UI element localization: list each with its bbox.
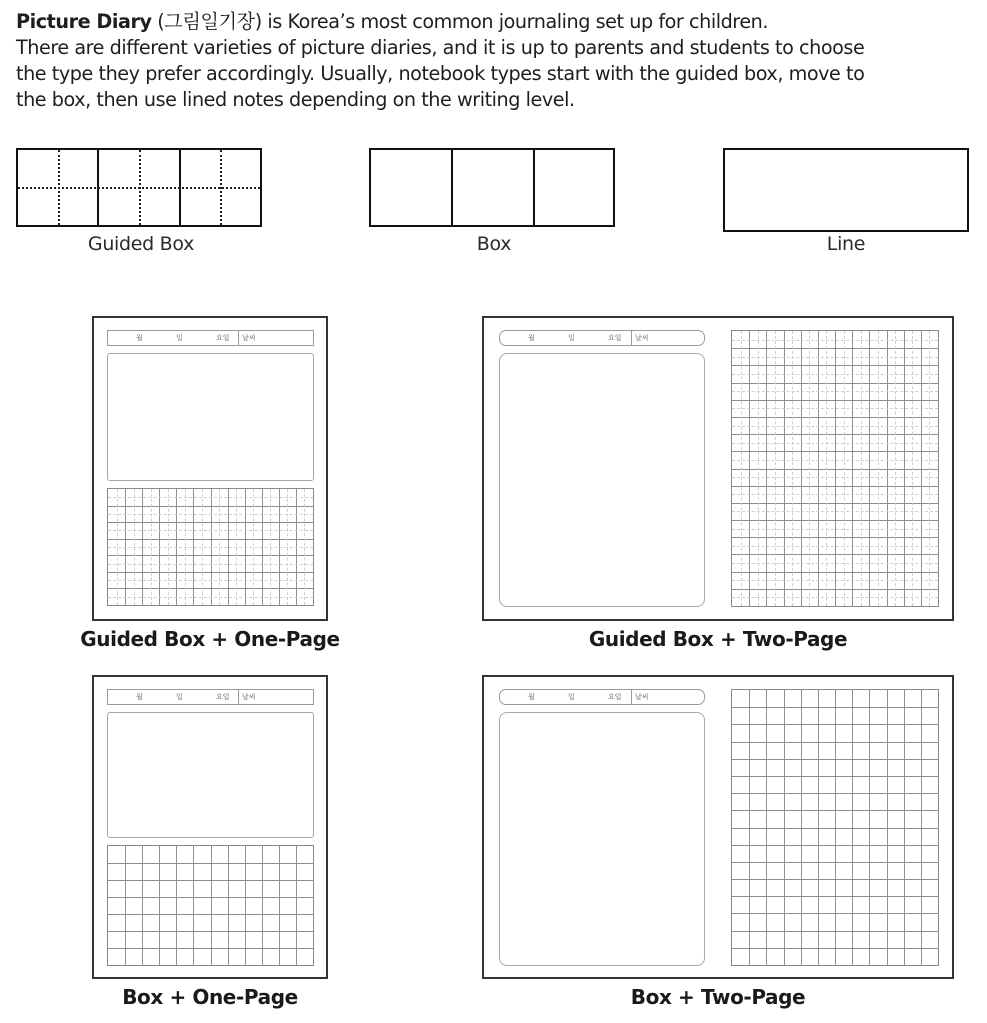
guide-line bbox=[826, 331, 827, 606]
guide-line bbox=[732, 511, 938, 512]
writing-grid bbox=[731, 689, 939, 966]
grid-line bbox=[108, 948, 313, 949]
guide-line bbox=[912, 331, 913, 606]
grid-line bbox=[732, 810, 938, 811]
diary-date-header bbox=[499, 330, 705, 346]
box-one-page-diary bbox=[92, 675, 328, 979]
line-label: Line bbox=[826, 233, 866, 255]
box-two-page-caption: Box + Two-Page bbox=[630, 985, 806, 1009]
grid-line bbox=[732, 776, 938, 777]
intro-line-2: There are different varieties of picture diaries, and it is up to parents and students to choose bbox=[16, 36, 865, 59]
grid-line bbox=[732, 469, 938, 470]
guide-line bbox=[732, 494, 938, 495]
month-label: 월 bbox=[528, 693, 535, 701]
picture-area bbox=[499, 353, 705, 607]
guide-line bbox=[844, 331, 845, 606]
grid-line bbox=[732, 400, 938, 401]
guided-one-page-caption: Guided Box + One-Page bbox=[80, 627, 340, 651]
guide-line bbox=[732, 408, 938, 409]
writing-grid bbox=[107, 488, 314, 606]
grid-line bbox=[732, 451, 938, 452]
guide-line bbox=[732, 580, 938, 581]
weekday-label: 요일 bbox=[216, 334, 230, 342]
grid-line bbox=[732, 896, 938, 897]
guide-line bbox=[108, 564, 313, 565]
grid-line bbox=[108, 897, 313, 898]
guide-line bbox=[108, 514, 313, 515]
guided-box-sample bbox=[16, 148, 262, 227]
month-label: 월 bbox=[136, 334, 143, 342]
guide-line bbox=[878, 331, 879, 606]
diary-date-header bbox=[499, 689, 705, 705]
guide-line bbox=[732, 391, 938, 392]
guide-line bbox=[732, 426, 938, 427]
grid-line bbox=[732, 503, 938, 504]
weekday-label: 요일 bbox=[608, 693, 622, 701]
diary-date-header bbox=[107, 330, 314, 346]
line-sample bbox=[723, 148, 969, 232]
writing-grid bbox=[107, 845, 314, 966]
guide-line bbox=[108, 597, 313, 598]
grid-line bbox=[732, 520, 938, 521]
guide-line bbox=[732, 597, 938, 598]
intro-title-rest: (그림일기장) is Korea’s most common journaling set up for children. bbox=[151, 10, 769, 33]
grid-line bbox=[732, 913, 938, 914]
guided-two-page-diary bbox=[482, 316, 954, 621]
box-one-page-caption: Box + One-Page bbox=[122, 985, 298, 1009]
picture-area bbox=[107, 353, 314, 481]
grid-line bbox=[732, 793, 938, 794]
grid-line bbox=[732, 434, 938, 435]
box-label: Box bbox=[476, 233, 512, 255]
intro-title: Picture Diary bbox=[16, 10, 152, 33]
day-label: 일 bbox=[568, 334, 575, 342]
guide-line bbox=[809, 331, 810, 606]
day-label: 일 bbox=[568, 693, 575, 701]
grid-line bbox=[732, 759, 938, 760]
grid-line bbox=[108, 539, 313, 540]
grid-line bbox=[732, 589, 938, 590]
guide-line bbox=[861, 331, 862, 606]
grid-line bbox=[732, 537, 938, 538]
grid-line bbox=[732, 931, 938, 932]
grid-line bbox=[732, 572, 938, 573]
grid-line bbox=[108, 506, 313, 507]
intro-paragraph bbox=[16, 9, 976, 113]
guide-line bbox=[732, 357, 938, 358]
grid-line bbox=[732, 417, 938, 418]
diary-date-header bbox=[107, 689, 314, 705]
guide-line bbox=[732, 374, 938, 375]
grid-line bbox=[732, 724, 938, 725]
grid-line bbox=[108, 914, 313, 915]
grid-line bbox=[732, 879, 938, 880]
grid-line bbox=[108, 931, 313, 932]
guide-line bbox=[732, 563, 938, 564]
guide-line bbox=[108, 497, 313, 498]
day-label: 일 bbox=[176, 693, 183, 701]
guide-line bbox=[929, 331, 930, 606]
grid-line bbox=[732, 348, 938, 349]
grid-line bbox=[108, 572, 313, 573]
grid-line bbox=[732, 383, 938, 384]
weekday-label: 요일 bbox=[608, 334, 622, 342]
grid-line bbox=[108, 522, 313, 523]
grid-line bbox=[108, 588, 313, 589]
picture-area bbox=[499, 712, 705, 966]
box-two-page-diary bbox=[482, 675, 954, 979]
grid-line bbox=[732, 554, 938, 555]
month-label: 월 bbox=[528, 334, 535, 342]
grid-line bbox=[108, 863, 313, 864]
weather-label: 날씨 bbox=[635, 693, 649, 701]
picture-area bbox=[107, 712, 314, 838]
day-label: 일 bbox=[176, 334, 183, 342]
guide-line bbox=[108, 580, 313, 581]
grid-line bbox=[732, 828, 938, 829]
intro-line-4: the box, then use lined notes depending on the writing level. bbox=[16, 88, 575, 111]
weather-label: 날씨 bbox=[635, 334, 649, 342]
grid-line bbox=[108, 880, 313, 881]
guide-line bbox=[732, 443, 938, 444]
guide-line bbox=[895, 331, 896, 606]
guide-line bbox=[108, 547, 313, 548]
guide-line bbox=[732, 477, 938, 478]
weekday-label: 요일 bbox=[216, 693, 230, 701]
grid-line bbox=[108, 555, 313, 556]
guide-line bbox=[741, 331, 742, 606]
guide-line bbox=[732, 460, 938, 461]
guide-line bbox=[758, 331, 759, 606]
grid-line bbox=[732, 486, 938, 487]
guide-line bbox=[732, 529, 938, 530]
grid-line bbox=[732, 845, 938, 846]
grid-line bbox=[732, 742, 938, 743]
guided-two-page-caption: Guided Box + Two-Page bbox=[588, 627, 848, 651]
month-label: 월 bbox=[136, 693, 143, 701]
guide-line bbox=[108, 530, 313, 531]
guide-line bbox=[732, 546, 938, 547]
guide-line bbox=[732, 340, 938, 341]
weather-label: 날씨 bbox=[242, 334, 256, 342]
guided-one-page-diary bbox=[92, 316, 328, 621]
guide-line bbox=[792, 331, 793, 606]
grid-line bbox=[732, 862, 938, 863]
weather-label: 날씨 bbox=[242, 693, 256, 701]
writing-grid bbox=[731, 330, 939, 607]
guided-box-label: Guided Box bbox=[87, 233, 195, 255]
intro-line-3: the type they prefer accordingly. Usually, notebook types start with the guided box, move to bbox=[16, 62, 865, 85]
box-sample bbox=[369, 148, 615, 227]
intro-line-1 bbox=[16, 9, 976, 35]
grid-line bbox=[732, 365, 938, 366]
guide-line bbox=[775, 331, 776, 606]
grid-line bbox=[732, 948, 938, 949]
grid-line bbox=[732, 707, 938, 708]
